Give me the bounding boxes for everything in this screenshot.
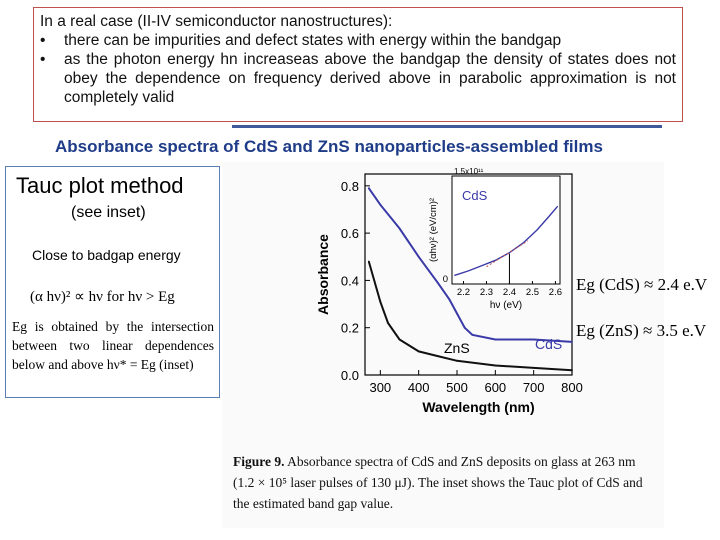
x-tick-label: 400	[407, 380, 430, 395]
slide-subtitle: Absorbance spectra of CdS and ZnS nanoparticles-assembled films	[55, 137, 603, 156]
bullet-text: as the photon energy hn increaseas above the bandgap the density of states does not obey the dependence on frequency derived above in parabolic approximation is not completely valid	[64, 51, 676, 106]
bullet-density-of-states	[40, 50, 676, 107]
tauc-title: Tauc plot method	[16, 173, 184, 198]
series-point-zns	[437, 355, 439, 357]
absorbance-figure	[222, 162, 664, 528]
x-tick-label: 700	[522, 380, 545, 395]
inset-x-axis-label: hν (eV)	[489, 300, 523, 311]
zns-series-label: ZnS	[444, 340, 470, 356]
intro-box	[33, 7, 683, 122]
series-point-cds	[494, 339, 496, 341]
series-point-zns	[387, 322, 389, 324]
inset-x-tick-label: 2.3	[479, 287, 494, 298]
series-point-zns	[571, 369, 573, 371]
x-axis-label: Wavelength (nm)	[422, 399, 535, 415]
cds-series-label: CdS	[535, 336, 563, 352]
eg-zns-value: Eg (ZnS) ≈ 3.5 e.V	[576, 321, 707, 340]
y-axis-label: Absorbance	[315, 234, 331, 315]
series-point-cds	[464, 327, 466, 329]
figure-caption	[233, 451, 658, 514]
series-point-zns	[456, 360, 458, 362]
y-tick-label: 0.2	[340, 320, 359, 336]
series-point-zns	[399, 339, 401, 341]
y-tick-label: 0.6	[340, 226, 359, 242]
bullet-dot: •	[40, 51, 46, 68]
inset-y-axis-label: (αhν)² (eV/cm)²	[428, 197, 439, 263]
series-point-zns	[379, 301, 381, 303]
series-point-cds	[368, 187, 370, 189]
series-point-cds	[571, 341, 573, 343]
inset-y-tick-label: 0	[442, 274, 448, 285]
x-tick-label: 800	[561, 380, 583, 395]
series-point-cds	[448, 298, 450, 300]
series-point-zns	[418, 350, 420, 352]
series-point-cds	[418, 256, 420, 258]
absorbance-chart	[222, 162, 664, 452]
x-tick-label: 600	[484, 380, 507, 395]
inset-title: CdS	[462, 188, 488, 203]
caption-label: Figure 9.	[233, 454, 285, 469]
tauc-subtitle: (see inset)	[71, 204, 146, 221]
eg-cds-value: Eg (CdS) ≈ 2.4 e.V	[576, 275, 708, 294]
bullet-dot: •	[40, 32, 46, 49]
subtitle-rule	[232, 125, 662, 128]
inset-scale-label: 1.5x10¹¹	[454, 167, 484, 176]
y-tick-label: 0.4	[340, 273, 359, 289]
series-point-zns	[494, 365, 496, 367]
series-point-zns	[368, 261, 370, 263]
caption-text: Absorbance spectra of CdS and ZnS deposits on glass at 263 nm (1.2 × 10⁵ laser pulses of 130 μJ). The inset shows the Tauc plot of CdS and the estimated band gap value.	[233, 454, 643, 511]
inset-x-tick-label: 2.6	[548, 287, 563, 298]
bullet-text: there can be impurities and defect states with energy within the bandgap	[64, 32, 562, 49]
bullet-impurities	[40, 31, 676, 50]
intro-heading: In a real case (II-IV semiconductor nanostructures):	[40, 13, 393, 30]
y-tick-label: 0.0	[340, 368, 359, 383]
series-point-cds	[471, 334, 473, 336]
series-point-cds	[456, 313, 458, 315]
y-tick-label: 0.8	[340, 178, 359, 194]
tauc-panel	[5, 166, 220, 398]
series-point-cds	[379, 204, 381, 206]
inset-x-tick-label: 2.2	[456, 287, 471, 298]
inset-x-tick-label: 2.5	[525, 287, 540, 298]
inset-x-tick-label: 2.4	[502, 287, 517, 298]
close-to-gap-label: Close to badgap energy	[32, 247, 181, 263]
series-point-zns	[533, 367, 535, 369]
tauc-formula: (α hν)² ∝ hν for hν > Eg	[30, 289, 175, 305]
x-tick-label: 300	[369, 380, 392, 395]
series-point-cds	[437, 282, 439, 284]
series-point-cds	[399, 227, 401, 229]
x-tick-label: 500	[446, 380, 468, 395]
eg-explanation: Eg is obtained by the intersection between two linear dependences below and above hν* = Eg (inset)	[12, 319, 214, 372]
